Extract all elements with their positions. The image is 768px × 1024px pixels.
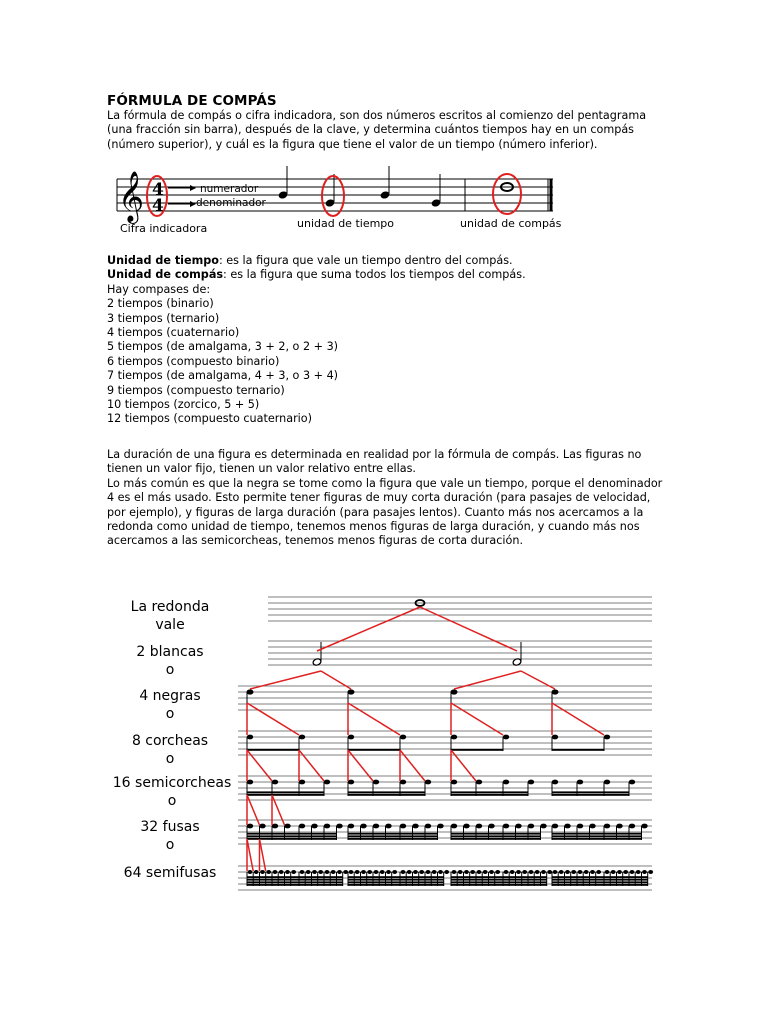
connector-line — [317, 607, 420, 651]
beam — [348, 876, 444, 878]
note-head — [373, 780, 379, 785]
note-head — [503, 735, 509, 740]
beam — [247, 791, 324, 793]
note-head — [331, 870, 336, 874]
beam — [247, 749, 299, 751]
note-head — [348, 824, 354, 829]
row-label-fusas: 32 fusas o — [140, 819, 200, 853]
beam — [552, 833, 642, 835]
note-head — [452, 870, 457, 874]
list-item: 9 tiempos (compuesto ternario) — [107, 383, 285, 397]
note-head — [266, 870, 271, 874]
note-head — [432, 870, 437, 874]
note-head — [559, 870, 564, 874]
note-head — [590, 870, 595, 874]
note-head — [571, 870, 576, 874]
note-head — [299, 824, 305, 829]
list-item: 5 tiempos (de amalgama, 3 + 2, o 2 + 3) — [107, 340, 339, 354]
note-head — [248, 870, 253, 874]
note-head — [552, 735, 558, 740]
connector-line — [420, 607, 517, 651]
note-head — [629, 824, 635, 829]
note-head — [503, 780, 509, 785]
note-head — [604, 780, 610, 785]
list-item: 7 tiempos (de amalgama, 4 + 3, o 3 + 4) — [107, 369, 339, 383]
label-unidad-compas: unidad de compás — [460, 217, 562, 230]
quarter-note — [451, 689, 458, 694]
note-head — [552, 824, 558, 829]
note-head — [604, 824, 610, 829]
note-head — [437, 824, 443, 829]
note-head — [348, 735, 354, 740]
time-sig-bottom: 4 — [152, 196, 164, 216]
note-head — [272, 780, 278, 785]
definition-compas: Unidad de compás: es la figura que suma todos los tiempos del compás. — [107, 268, 526, 282]
note-head — [279, 870, 284, 874]
note-head — [285, 870, 290, 874]
row-label-corcheas: 8 corcheas o — [131, 733, 209, 767]
note-head — [528, 780, 534, 785]
note-head — [522, 870, 527, 874]
note-head — [412, 824, 418, 829]
beam — [247, 838, 337, 840]
label-denominador: denominador — [196, 197, 266, 209]
note-head — [476, 824, 482, 829]
note-head — [589, 824, 595, 829]
note-head — [400, 824, 406, 829]
note-head — [642, 870, 647, 874]
note-head — [385, 824, 391, 829]
note-head — [547, 870, 552, 874]
duracion-line: acercamos a las semicorcheas, tenemos menos figuras de corta duración. — [107, 534, 524, 548]
row-label-semicorcheas: 16 semicorcheas o — [112, 775, 232, 809]
note-head — [564, 824, 570, 829]
note-head — [247, 735, 253, 740]
note-head — [584, 870, 589, 874]
duracion-line: redonda como unidad de tiempo, tenemos menos figuras de larga duración, y cuando más nos — [107, 520, 640, 534]
note-head — [425, 824, 431, 829]
note-head — [337, 870, 342, 874]
intro-line: (una fracción sin barra), después de la clave, y determina cuántos tiempos hay en un compás — [107, 123, 635, 137]
note-head — [617, 870, 622, 874]
note-head — [477, 870, 482, 874]
note-head — [489, 870, 494, 874]
beam — [348, 791, 425, 793]
beam — [348, 749, 400, 751]
note-head — [247, 780, 253, 785]
duracion-line: 4 es el más usado. Esto permite tener figuras de muy corta duración (para pasajes de velocidad, — [107, 491, 651, 505]
note-head — [299, 735, 305, 740]
note-head — [596, 870, 601, 874]
note-head — [272, 824, 278, 829]
note-head — [503, 824, 509, 829]
time-sig-top: 4 — [152, 180, 164, 200]
note-head — [451, 780, 457, 785]
note-head — [611, 870, 616, 874]
list-item: 12 tiempos (compuesto cuaternario) — [107, 412, 312, 426]
note-head — [407, 870, 412, 874]
beam — [247, 794, 324, 796]
beam — [552, 884, 648, 886]
note-head — [254, 870, 259, 874]
connector-line — [272, 795, 285, 825]
beam — [552, 794, 629, 796]
quarter-note — [348, 689, 355, 694]
beam — [552, 835, 642, 837]
connector-line — [552, 703, 604, 735]
note-head — [616, 824, 622, 829]
intro-line: (número superior), y cuál es la figura que tiene el valor de un tiempo (número inferior). — [107, 137, 598, 151]
note-head — [355, 870, 360, 874]
beam — [552, 881, 648, 883]
note-head — [273, 870, 278, 874]
note-head — [367, 870, 372, 874]
note-head — [470, 870, 475, 874]
note-head — [577, 780, 583, 785]
page-title: FÓRMULA DE COMPÁS — [107, 93, 277, 109]
note-head — [400, 780, 406, 785]
note-head — [623, 870, 628, 874]
list-item: 2 tiempos (binario) — [107, 297, 214, 311]
duracion-line: por ejemplo), y figuras de larga duración (para pasajes lentos). Cuanto más nos acercamos a la — [107, 505, 644, 519]
beam — [348, 833, 438, 835]
beam — [247, 876, 343, 878]
row-label-redonda: La redonda vale — [130, 599, 210, 633]
label-numerador: numerador — [200, 183, 259, 195]
beam — [247, 879, 343, 881]
connector-line — [348, 703, 400, 735]
note-head — [463, 824, 469, 829]
label-cifra-indicadora: Cifra indicadora — [120, 222, 208, 235]
note-head — [488, 824, 494, 829]
note-head — [458, 870, 463, 874]
note-head — [311, 824, 317, 829]
note-head — [299, 780, 305, 785]
note-head — [361, 870, 366, 874]
beam — [451, 876, 547, 878]
note-head — [312, 870, 317, 874]
note-head — [386, 870, 391, 874]
beam — [247, 884, 343, 886]
note-head — [604, 735, 610, 740]
note-head — [630, 870, 635, 874]
list-item: 3 tiempos (ternario) — [107, 311, 220, 325]
beam — [247, 835, 337, 837]
beam — [348, 879, 444, 881]
note-head — [413, 870, 418, 874]
note-head — [325, 870, 330, 874]
note-head — [540, 824, 546, 829]
note-head — [392, 870, 397, 874]
note-head — [306, 870, 311, 874]
duracion-line: La duración de una figura es determinada en realidad por la fórmula de compás. Las figuras no — [107, 448, 642, 461]
note-head — [426, 870, 431, 874]
connector-line — [247, 795, 260, 825]
note-head — [300, 870, 305, 874]
note-head — [464, 870, 469, 874]
row-label-semifusas: 64 semifusas — [123, 865, 217, 881]
note-head — [553, 870, 558, 874]
note-head — [349, 870, 354, 874]
note-head — [284, 824, 290, 829]
note-head — [528, 824, 534, 829]
note-head — [343, 870, 348, 874]
note-head — [380, 870, 385, 874]
note-head — [444, 870, 449, 874]
beam — [552, 749, 604, 751]
beam — [451, 881, 547, 883]
note-head — [516, 870, 521, 874]
note-head — [348, 780, 354, 785]
row-label-blancas: 2 blancas o — [136, 644, 204, 678]
list-intro: Hay compases de: — [107, 282, 211, 296]
duracion-line: tienen un valor fijo, tienen un valor relativo entre ellas. — [107, 462, 416, 476]
note-head — [401, 870, 406, 874]
note-head — [495, 870, 500, 874]
beam — [348, 881, 444, 883]
quarter-note — [247, 689, 254, 694]
note-head — [425, 780, 431, 785]
note-head — [419, 870, 424, 874]
note-head — [552, 780, 558, 785]
beam — [451, 791, 528, 793]
connector-line — [451, 703, 503, 735]
note-head — [515, 824, 521, 829]
beam — [348, 884, 444, 886]
beam — [451, 749, 503, 751]
intro-line: La fórmula de compás o cifra indicadora, son dos números escritos al comienzo del pentagrama — [107, 109, 647, 122]
note-head — [577, 824, 583, 829]
note-head — [636, 870, 641, 874]
note-head — [476, 780, 482, 785]
beam — [451, 833, 541, 835]
note-head — [565, 870, 570, 874]
note-head — [260, 870, 265, 874]
note-head — [629, 780, 635, 785]
beam — [348, 794, 425, 796]
treble-clef-icon: 𝄞 — [118, 171, 145, 222]
beam — [552, 879, 648, 881]
note-head — [291, 870, 296, 874]
beam — [348, 835, 438, 837]
note-head — [400, 735, 406, 740]
beam — [247, 881, 343, 883]
beam — [451, 794, 528, 796]
note-head — [438, 870, 443, 874]
beam — [552, 791, 629, 793]
note-head — [504, 870, 509, 874]
list-item: 4 tiempos (cuaternario) — [107, 325, 240, 339]
note-head — [578, 870, 583, 874]
quarter-note — [552, 689, 559, 694]
note-head — [374, 870, 379, 874]
note-head — [336, 824, 342, 829]
note-head — [324, 780, 330, 785]
note-head — [529, 870, 534, 874]
note-head — [247, 824, 253, 829]
definition-tiempo: Unidad de tiempo: es la figura que vale un tiempo dentro del compás. — [107, 254, 513, 267]
note-head — [360, 824, 366, 829]
beam — [451, 879, 547, 881]
note-head — [510, 870, 515, 874]
note-head — [648, 870, 653, 874]
connector-line — [247, 703, 299, 735]
list-item: 10 tiempos (zorcico, 5 + 5) — [107, 397, 260, 411]
note-head — [259, 824, 265, 829]
beam — [451, 838, 541, 840]
note-head — [483, 870, 488, 874]
label-unidad-tiempo: unidad de tiempo — [297, 217, 395, 230]
note-head — [451, 735, 457, 740]
note-head — [318, 870, 323, 874]
note-head — [373, 824, 379, 829]
beam — [451, 835, 541, 837]
list-item: 6 tiempos (compuesto binario) — [107, 354, 280, 368]
note-head — [605, 870, 610, 874]
beam — [552, 876, 648, 878]
duracion-line: Lo más común es que la negra se tome como la figura que vale un tiempo, porque el denominador — [107, 476, 663, 490]
beam — [451, 884, 547, 886]
note-head — [535, 870, 540, 874]
note-head — [324, 824, 330, 829]
note-head — [541, 870, 546, 874]
beam — [247, 833, 337, 835]
beam — [348, 838, 438, 840]
row-label-negras: 4 negras o — [139, 688, 201, 722]
note-head — [641, 824, 647, 829]
beam — [552, 838, 642, 840]
note-head — [451, 824, 457, 829]
